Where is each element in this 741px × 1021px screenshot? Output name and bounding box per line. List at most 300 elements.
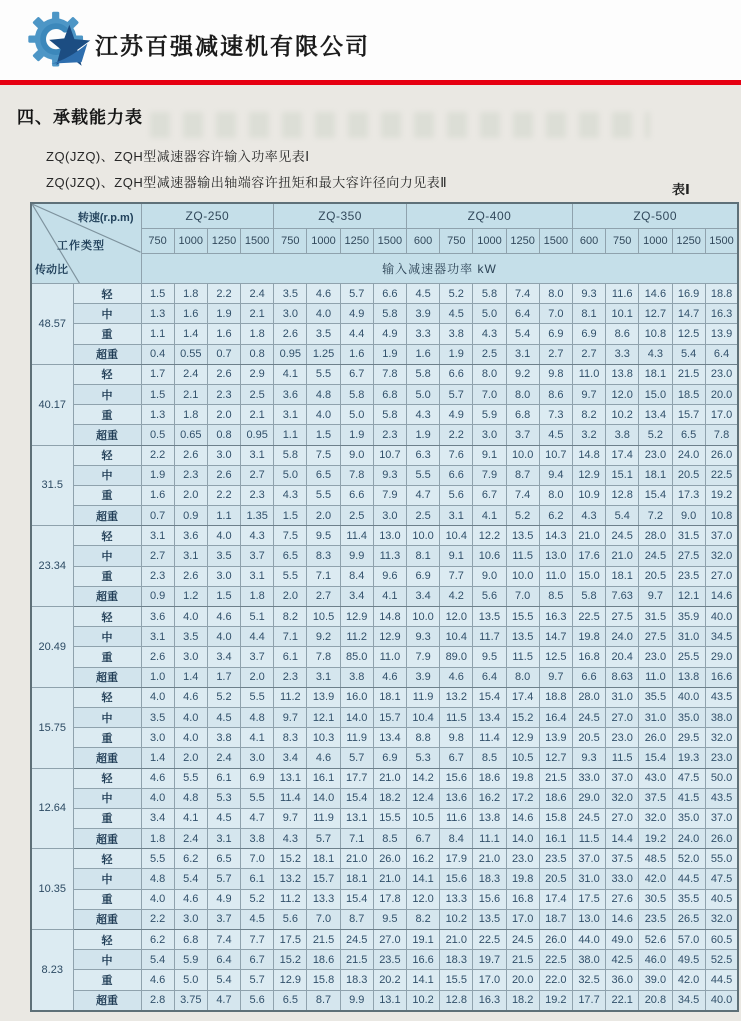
table-row (31, 930, 738, 950)
power-value-cell: 10.9 (572, 485, 605, 505)
power-value-cell: 3.1 (307, 667, 340, 687)
power-value-cell: 27.6 (606, 889, 639, 909)
power-value-cell: 8.3 (307, 546, 340, 566)
power-value-cell: 3.9 (407, 667, 440, 687)
power-value-cell: 4.3 (274, 829, 307, 849)
power-value-cell: 18.3 (340, 970, 373, 990)
power-value-cell: 8.1 (572, 304, 605, 324)
power-value-cell: 13.4 (373, 728, 406, 748)
power-value-cell: 2.0 (274, 586, 307, 606)
work-type-cell: 轻 (73, 607, 141, 627)
power-value-cell: 2.0 (174, 748, 207, 768)
power-value-cell: 12.7 (639, 304, 672, 324)
power-value-cell: 9.6 (373, 566, 406, 586)
speed-header: 1000 (639, 229, 672, 254)
power-value-cell: 12.9 (274, 970, 307, 990)
power-value-cell: 8.4 (440, 829, 473, 849)
ratio-cell: 31.5 (31, 445, 73, 526)
power-value-cell: 15.7 (672, 405, 705, 425)
power-value-cell: 35.5 (672, 889, 705, 909)
power-value-cell: 5.8 (572, 586, 605, 606)
power-value-cell: 85.0 (340, 647, 373, 667)
power-value-cell: 2.9 (241, 364, 274, 384)
power-value-cell: 4.0 (174, 707, 207, 727)
power-value-cell: 14.0 (307, 788, 340, 808)
power-value-cell: 2.6 (174, 566, 207, 586)
power-value-cell: 4.5 (440, 304, 473, 324)
power-value-cell: 9.7 (572, 384, 605, 404)
power-value-cell: 21.0 (572, 526, 605, 546)
power-value-cell: 4.4 (241, 627, 274, 647)
power-value-cell: 5.5 (141, 849, 174, 869)
power-value-cell: 12.8 (606, 485, 639, 505)
power-value-cell: 11.7 (473, 627, 506, 647)
work-type-cell: 重 (73, 324, 141, 344)
power-value-cell: 52.6 (639, 930, 672, 950)
power-value-cell: 4.1 (174, 808, 207, 828)
power-value-cell: 13.5 (473, 909, 506, 929)
power-value-cell: 4.0 (307, 405, 340, 425)
power-value-cell: 35.0 (672, 808, 705, 828)
power-value-cell: 10.4 (407, 707, 440, 727)
power-value-cell: 6.5 (274, 990, 307, 1011)
power-value-cell: 5.5 (241, 788, 274, 808)
power-value-cell: 20.5 (672, 465, 705, 485)
power-value-cell: 15.6 (440, 869, 473, 889)
power-value-cell: 50.0 (705, 768, 738, 788)
power-value-cell: 15.4 (340, 889, 373, 909)
power-value-cell: 6.1 (274, 647, 307, 667)
power-value-cell: 10.4 (440, 526, 473, 546)
table-row (31, 546, 738, 566)
power-value-cell: 6.5 (207, 849, 240, 869)
power-value-cell: 15.6 (473, 889, 506, 909)
corner-ratio-label: 传动比 (35, 264, 68, 276)
power-value-cell: 11.0 (572, 364, 605, 384)
power-value-cell: 13.1 (274, 768, 307, 788)
power-value-cell: 7.9 (407, 647, 440, 667)
power-value-cell: 6.9 (241, 768, 274, 788)
power-value-cell: 3.7 (241, 546, 274, 566)
power-value-cell: 7.8 (340, 465, 373, 485)
power-value-cell: 1.2 (174, 586, 207, 606)
power-value-cell: 7.1 (307, 566, 340, 586)
power-value-cell: 6.5 (672, 425, 705, 445)
power-value-cell: 13.5 (473, 607, 506, 627)
table-row (31, 950, 738, 970)
power-value-cell: 10.8 (705, 506, 738, 526)
power-value-cell: 3.1 (506, 344, 539, 364)
speed-header: 1500 (241, 229, 274, 254)
work-type-cell: 中 (73, 546, 141, 566)
power-value-cell: 17.4 (606, 445, 639, 465)
power-value-cell: 7.1 (340, 829, 373, 849)
power-value-cell: 14.6 (705, 586, 738, 606)
work-type-cell: 超重 (73, 425, 141, 445)
work-type-cell: 轻 (73, 284, 141, 304)
power-value-cell: 18.1 (340, 869, 373, 889)
power-value-cell: 30.5 (639, 889, 672, 909)
power-value-cell: 3.0 (207, 566, 240, 586)
power-value-cell: 10.1 (606, 304, 639, 324)
power-value-cell: 12.9 (340, 607, 373, 627)
power-value-cell: 2.1 (174, 384, 207, 404)
power-value-cell: 6.4 (473, 667, 506, 687)
power-value-cell: 5.5 (407, 465, 440, 485)
power-value-cell: 18.6 (539, 788, 572, 808)
power-value-cell: 7.5 (274, 526, 307, 546)
power-value-cell: 11.5 (506, 546, 539, 566)
power-value-cell: 29.5 (672, 728, 705, 748)
power-value-cell: 10.0 (506, 445, 539, 465)
power-value-cell: 2.6 (141, 647, 174, 667)
power-value-cell: 2.2 (141, 445, 174, 465)
power-value-cell: 17.7 (572, 990, 605, 1011)
power-value-cell: 23.5 (539, 849, 572, 869)
power-value-cell: 13.8 (672, 667, 705, 687)
power-value-cell: 7.63 (606, 586, 639, 606)
power-value-cell: 3.1 (440, 506, 473, 526)
power-value-cell: 8.0 (473, 364, 506, 384)
power-value-cell: 18.1 (373, 687, 406, 707)
power-value-cell: 40.0 (705, 607, 738, 627)
power-value-cell: 20.5 (572, 728, 605, 748)
power-value-cell: 7.8 (373, 364, 406, 384)
power-value-cell: 13.8 (473, 808, 506, 828)
power-value-cell: 5.2 (639, 425, 672, 445)
power-value-cell: 2.1 (241, 405, 274, 425)
power-value-cell: 3.6 (141, 607, 174, 627)
power-value-cell: 14.3 (539, 526, 572, 546)
power-value-cell: 8.63 (606, 667, 639, 687)
speed-header: 1250 (506, 229, 539, 254)
power-value-cell: 0.5 (141, 425, 174, 445)
power-value-cell: 10.4 (440, 627, 473, 647)
work-type-cell: 中 (73, 465, 141, 485)
work-type-cell: 超重 (73, 506, 141, 526)
power-value-cell: 19.2 (539, 990, 572, 1011)
power-value-cell: 5.1 (241, 607, 274, 627)
power-value-cell: 19.7 (473, 950, 506, 970)
table-row (31, 405, 738, 425)
power-value-cell: 3.4 (207, 647, 240, 667)
power-value-cell: 0.55 (174, 344, 207, 364)
power-value-cell: 8.7 (340, 909, 373, 929)
power-value-cell: 7.6 (440, 445, 473, 465)
capacity-table (30, 202, 739, 1012)
power-value-cell: 12.0 (407, 889, 440, 909)
power-value-cell: 2.0 (241, 667, 274, 687)
power-value-cell: 4.6 (141, 768, 174, 788)
power-value-cell: 6.2 (141, 930, 174, 950)
work-type-cell: 重 (73, 728, 141, 748)
power-value-cell: 1.8 (174, 284, 207, 304)
power-value-cell: 4.3 (639, 344, 672, 364)
power-value-cell: 2.2 (141, 909, 174, 929)
power-value-cell: 1.1 (141, 324, 174, 344)
speed-header: 1000 (307, 229, 340, 254)
power-value-cell: 3.5 (174, 627, 207, 647)
power-value-cell: 9.8 (539, 364, 572, 384)
power-value-cell: 12.9 (572, 465, 605, 485)
power-value-cell: 22.5 (705, 465, 738, 485)
power-value-cell: 16.1 (539, 829, 572, 849)
power-value-cell: 27.0 (705, 566, 738, 586)
power-value-cell: 12.8 (440, 990, 473, 1011)
power-value-cell: 16.8 (572, 647, 605, 667)
table-row (31, 304, 738, 324)
power-value-cell: 1.9 (373, 344, 406, 364)
power-value-cell: 0.65 (174, 425, 207, 445)
work-type-cell: 重 (73, 970, 141, 990)
speed-header: 1250 (207, 229, 240, 254)
power-value-cell: 5.0 (274, 465, 307, 485)
power-value-cell: 5.6 (440, 485, 473, 505)
ratio-cell: 20.49 (31, 607, 73, 688)
power-value-cell: 3.0 (174, 647, 207, 667)
power-value-cell: 5.6 (241, 990, 274, 1011)
power-value-cell: 35.0 (672, 707, 705, 727)
power-value-cell: 22.5 (473, 930, 506, 950)
power-value-cell: 15.1 (606, 465, 639, 485)
power-value-cell: 5.2 (207, 687, 240, 707)
power-value-cell: 19.8 (506, 768, 539, 788)
power-value-cell: 12.2 (473, 526, 506, 546)
power-value-cell: 5.3 (207, 788, 240, 808)
power-value-cell: 1.5 (207, 586, 240, 606)
power-value-cell: 5.2 (241, 889, 274, 909)
model-group-header: ZQ-500 (572, 203, 738, 229)
power-value-cell: 11.6 (440, 808, 473, 828)
power-value-cell: 12.1 (307, 707, 340, 727)
power-value-cell: 2.7 (141, 546, 174, 566)
power-value-cell: 1.3 (141, 405, 174, 425)
table-row (31, 364, 738, 384)
ratio-cell: 10.35 (31, 849, 73, 930)
power-value-cell: 9.4 (539, 465, 572, 485)
power-value-cell: 21.5 (307, 930, 340, 950)
power-value-cell: 6.6 (440, 465, 473, 485)
power-value-cell: 5.0 (473, 304, 506, 324)
power-value-cell: 46.0 (639, 950, 672, 970)
power-value-cell: 3.7 (506, 425, 539, 445)
power-value-cell: 9.9 (340, 546, 373, 566)
table-row (31, 808, 738, 828)
table-row (31, 647, 738, 667)
speed-header: 1500 (539, 229, 572, 254)
power-value-cell: 8.8 (407, 728, 440, 748)
power-value-cell: 13.9 (705, 324, 738, 344)
work-type-cell: 中 (73, 384, 141, 404)
table-row (31, 909, 738, 929)
power-value-cell: 6.6 (572, 667, 605, 687)
power-value-cell: 14.6 (506, 808, 539, 828)
speed-header: 1000 (174, 229, 207, 254)
power-value-cell: 43.0 (639, 768, 672, 788)
power-value-cell: 11.4 (473, 728, 506, 748)
power-value-cell: 4.1 (274, 364, 307, 384)
power-value-cell: 11.1 (473, 829, 506, 849)
power-value-cell: 3.1 (274, 405, 307, 425)
work-type-cell: 轻 (73, 445, 141, 465)
power-value-cell: 4.9 (207, 889, 240, 909)
power-value-cell: 11.2 (340, 627, 373, 647)
capacity-table-wrapper (30, 202, 738, 1012)
work-type-cell: 中 (73, 869, 141, 889)
ratio-cell: 12.64 (31, 768, 73, 849)
power-value-cell: 8.6 (606, 324, 639, 344)
power-value-cell: 3.0 (473, 425, 506, 445)
power-value-cell: 4.0 (141, 889, 174, 909)
power-value-cell: 1.4 (174, 667, 207, 687)
power-value-cell: 9.7 (274, 707, 307, 727)
table-row (31, 465, 738, 485)
power-value-cell: 14.1 (407, 869, 440, 889)
power-value-cell: 2.3 (274, 667, 307, 687)
power-value-cell: 10.2 (407, 990, 440, 1011)
power-value-cell: 9.8 (440, 728, 473, 748)
power-value-cell: 3.1 (141, 526, 174, 546)
power-value-cell: 32.5 (572, 970, 605, 990)
power-value-cell: 32.0 (705, 546, 738, 566)
power-value-cell: 2.5 (407, 506, 440, 526)
power-value-cell: 9.0 (672, 506, 705, 526)
power-value-cell: 17.2 (506, 788, 539, 808)
power-value-cell: 19.1 (407, 930, 440, 950)
power-value-cell: 12.1 (672, 586, 705, 606)
power-value-cell: 7.4 (506, 485, 539, 505)
power-value-cell: 6.7 (407, 829, 440, 849)
power-value-cell: 3.5 (207, 546, 240, 566)
power-value-cell: 4.0 (307, 304, 340, 324)
power-value-cell: 23.5 (373, 950, 406, 970)
table-row (31, 344, 738, 364)
power-value-cell: 5.7 (207, 869, 240, 889)
table-row (31, 667, 738, 687)
power-value-cell: 4.9 (340, 304, 373, 324)
power-value-cell: 1.0 (141, 667, 174, 687)
power-value-cell: 7.0 (241, 849, 274, 869)
power-value-cell: 3.6 (174, 526, 207, 546)
power-value-cell: 27.0 (606, 707, 639, 727)
power-value-cell: 9.9 (340, 990, 373, 1011)
power-value-cell: 16.3 (473, 990, 506, 1011)
power-value-cell: 19.8 (506, 869, 539, 889)
power-value-cell: 14.2 (407, 768, 440, 788)
power-value-cell: 21.5 (539, 768, 572, 788)
power-value-cell: 4.6 (373, 667, 406, 687)
power-value-cell: 17.6 (572, 546, 605, 566)
power-value-cell: 1.25 (307, 344, 340, 364)
power-value-cell: 4.1 (241, 728, 274, 748)
table-row (31, 788, 738, 808)
power-value-cell: 4.5 (539, 425, 572, 445)
power-value-cell: 23.0 (506, 849, 539, 869)
power-value-cell: 6.4 (705, 344, 738, 364)
work-type-cell: 重 (73, 485, 141, 505)
power-value-cell: 0.9 (141, 586, 174, 606)
power-value-cell: 35.5 (639, 687, 672, 707)
power-value-cell: 3.2 (572, 425, 605, 445)
power-value-cell: 7.7 (241, 930, 274, 950)
power-value-cell: 4.4 (340, 324, 373, 344)
work-type-cell: 重 (73, 647, 141, 667)
power-value-cell: 6.5 (307, 465, 340, 485)
table-row (31, 707, 738, 727)
model-group-header: ZQ-250 (141, 203, 274, 229)
header-band (0, 0, 741, 80)
power-value-cell: 26.0 (373, 849, 406, 869)
power-value-cell: 42.0 (672, 970, 705, 990)
power-value-cell: 18.3 (440, 950, 473, 970)
power-value-cell: 2.6 (207, 465, 240, 485)
power-value-cell: 23.0 (705, 748, 738, 768)
power-value-cell: 1.5 (141, 384, 174, 404)
power-value-cell: 27.5 (639, 627, 672, 647)
power-value-cell: 31.0 (639, 707, 672, 727)
power-value-cell: 23.5 (672, 566, 705, 586)
power-value-cell: 2.4 (174, 829, 207, 849)
power-value-cell: 28.0 (639, 526, 672, 546)
power-value-cell: 17.5 (274, 930, 307, 950)
power-value-cell: 22.1 (606, 990, 639, 1011)
corner-worktype-label: 工作类型 (57, 240, 105, 252)
power-value-cell: 14.4 (606, 829, 639, 849)
work-type-cell: 中 (73, 950, 141, 970)
power-value-cell: 10.7 (539, 445, 572, 465)
power-value-cell: 40.0 (705, 990, 738, 1011)
power-value-cell: 3.5 (141, 707, 174, 727)
power-value-cell: 29.0 (705, 647, 738, 667)
power-value-cell: 13.1 (373, 990, 406, 1011)
power-value-cell: 3.0 (241, 748, 274, 768)
power-value-cell: 5.7 (307, 829, 340, 849)
power-value-cell: 27.5 (606, 607, 639, 627)
power-value-cell: 6.9 (572, 324, 605, 344)
power-value-cell: 15.5 (440, 970, 473, 990)
work-type-cell: 重 (73, 808, 141, 828)
power-value-cell: 23.0 (639, 647, 672, 667)
power-value-cell: 10.0 (506, 566, 539, 586)
power-value-cell: 5.8 (473, 284, 506, 304)
power-value-cell: 21.5 (340, 950, 373, 970)
power-value-cell: 3.4 (340, 586, 373, 606)
power-value-cell: 13.8 (606, 364, 639, 384)
power-value-cell: 15.7 (307, 869, 340, 889)
ratio-cell: 15.75 (31, 687, 73, 768)
power-value-cell: 37.0 (705, 526, 738, 546)
power-value-cell: 7.3 (539, 405, 572, 425)
table-row (31, 849, 738, 869)
power-value-cell: 21.0 (373, 768, 406, 788)
power-value-cell: 0.4 (141, 344, 174, 364)
power-value-cell: 5.8 (274, 445, 307, 465)
power-value-cell: 3.0 (141, 728, 174, 748)
work-type-cell: 轻 (73, 526, 141, 546)
power-value-cell: 10.7 (373, 445, 406, 465)
power-value-cell: 1.9 (440, 344, 473, 364)
power-value-cell: 18.8 (539, 687, 572, 707)
power-value-cell: 3.7 (241, 647, 274, 667)
power-value-cell: 35.9 (672, 607, 705, 627)
power-value-cell: 22.0 (539, 970, 572, 990)
power-value-cell: 11.0 (639, 667, 672, 687)
power-value-cell: 5.8 (373, 304, 406, 324)
power-value-cell: 3.5 (307, 324, 340, 344)
power-value-cell: 0.8 (207, 425, 240, 445)
power-value-cell: 4.8 (241, 707, 274, 727)
power-value-cell: 13.0 (373, 526, 406, 546)
